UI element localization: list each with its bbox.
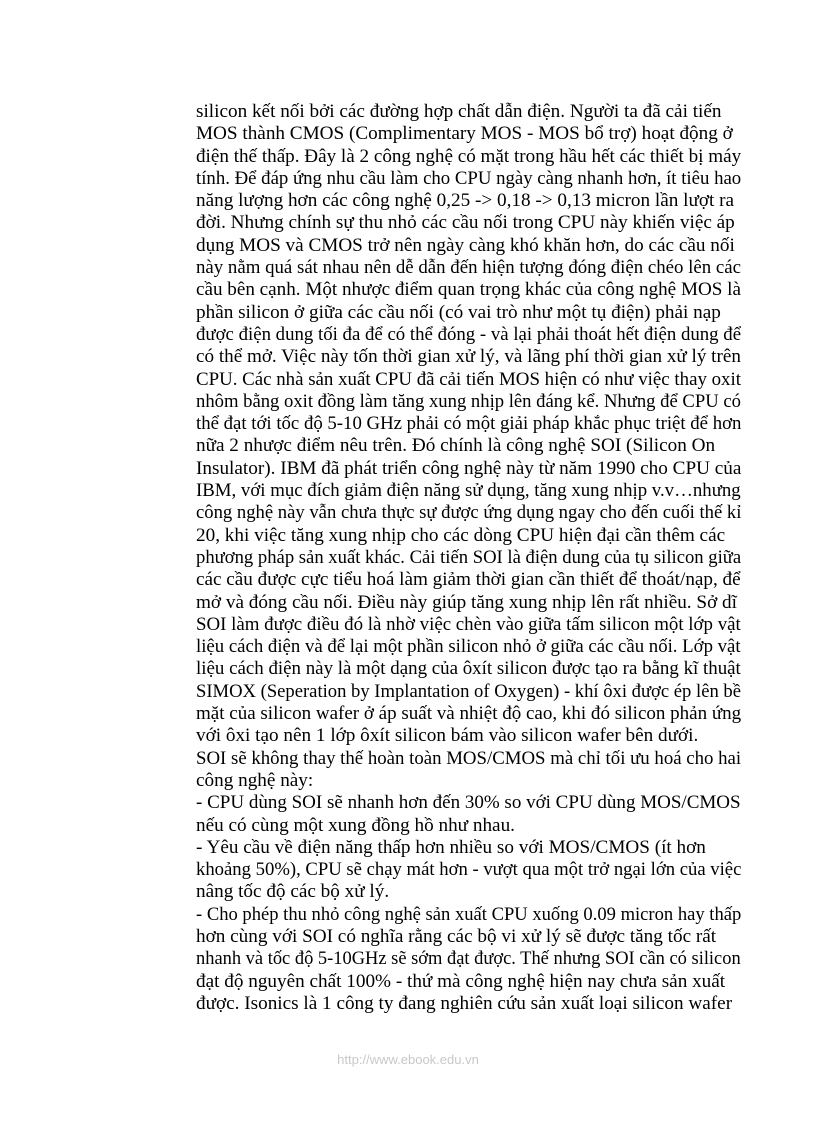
text-line: này nằm quá sát nhau nên dễ dẫn đến hiện tượng đóng điện chéo lên các [196, 257, 741, 279]
text-line: điện thế thấp. Đây là 2 công nghệ có mặt trong hầu hết các thiết bị máy [196, 145, 742, 167]
text-line: nữa 2 nhược điểm nêu trên. Đó chính là công nghệ SOI (Silicon On [196, 435, 716, 457]
text-line: liệu cách điện và để lại một phần silicon nhỏ ở giữa các cầu nối. Lớp vật [196, 636, 741, 658]
text-line: hơn cùng với SOI có nghĩa rằng các bộ vi xử lý sẽ được tăng tốc rất [196, 925, 717, 947]
text-line: 20, khi việc tăng xung nhịp cho các dòng CPU hiện đại cần thêm các [196, 524, 726, 546]
text-line: IBM, với mục đích giảm điện năng sử dụng, tăng xung nhịp v.v…nhưng [196, 480, 741, 502]
text-line: Insulator). IBM đã phát triển công nghệ này từ năm 1990 cho CPU của [196, 457, 742, 479]
text-line: SIMOX (Seperation by Implantation of Oxygen) - khí ôxi được ép lên bề [196, 680, 741, 702]
text-line: với ôxi tạo nên 1 lớp ôxít silicon bám vào silicon wafer bên dưới. [196, 725, 699, 747]
text-line: tính. Để đáp ứng nhu cầu làm cho CPU ngày càng nhanh hơn, ít tiêu hao [196, 167, 742, 189]
text-line: năng lượng hơn các công nghệ 0,25 -> 0,18 -> 0,13 micron lần lượt ra [196, 190, 735, 212]
text-line: nếu có cùng một xung đồng hồ như nhau. [196, 814, 515, 836]
footer-url: http://www.ebook.edu.vn [337, 1052, 479, 1067]
text-line: công nghệ này: [196, 769, 314, 791]
text-line: được. Isonics là 1 công ty đang nghiên cứu sản xuất loại silicon wafer [196, 992, 733, 1014]
text-line: nâng tốc độ các bộ xử lý. [196, 881, 390, 903]
text-line: dụng MOS và CMOS trở nên ngày càng khó khăn hơn, do các cầu nối [196, 234, 735, 256]
text-line: SOI làm được điều đó là nhờ việc chèn vào giữa tấm silicon một lớp vật [196, 613, 741, 635]
text-line: nhanh và tốc độ 5-10GHz sẽ sớm đạt được. Thế nhưng SOI cần có silicon [196, 948, 741, 970]
text-line: đời. Nhưng chính sự thu nhỏ các cầu nối trong CPU này khiến việc áp [196, 212, 735, 234]
text-line: phần silicon ở giữa các cầu nối (có vai trò như một tụ điện) phải nạp [196, 301, 721, 323]
text-line: được điện dung tối đa để có thể đóng - và lại phải thoát hết điện dung để [196, 323, 742, 345]
text-line: MOS thành CMOS (Complimentary MOS - MOS bổ trợ) hoạt động ở [196, 123, 733, 145]
text-line: - CPU dùng SOI sẽ nhanh hơn đến 30% so với CPU dùng MOS/CMOS [196, 792, 741, 814]
text-line: - Cho phép thu nhỏ công nghệ sản xuất CPU xuống 0.09 micron hay thấp [196, 903, 742, 925]
text-line: có thể mở. Việc này tốn thời gian xử lý, và lãng phí thời gian xử lý trên [196, 346, 741, 368]
text-line: nhôm bằng oxit đồng làm tăng xung nhịp lên đáng kể. Nhưng để CPU có [196, 390, 741, 412]
body-text [196, 101, 742, 1015]
text-line: khoảng 50%), CPU sẽ chạy mát hơn - vượt qua một trở ngại lớn của việc [196, 859, 742, 881]
text-line: liệu cách điện này là một dạng của ôxít silicon được tạo ra bằng kĩ thuật [196, 658, 741, 680]
text-line: cầu bên cạnh. Một nhược điểm quan trọng khác của công nghệ MOS là [196, 279, 741, 301]
text-line: đạt độ nguyên chất 100% - thứ mà công nghệ hiện nay chưa sản xuất [196, 970, 726, 992]
text-line: CPU. Các nhà sản xuất CPU đã cải tiến MOS hiện có như việc thay oxit [196, 368, 741, 390]
text-line: - Yêu cầu về điện năng thấp hơn nhiều so với MOS/CMOS (ít hơn [196, 836, 706, 858]
text-line: SOI sẽ không thay thế hoàn toàn MOS/CMOS mà chỉ tối ưu hoá cho hai [196, 747, 742, 769]
text-line: thể đạt tới tốc độ 5-10 GHz phải có một giải pháp khắc phục triệt để hơn [196, 413, 742, 435]
text-line: các cầu được cực tiểu hoá làm giảm thời gian cần thiết để thoát/nạp, để [196, 569, 741, 591]
text-line: phương pháp sản xuất khác. Cải tiến SOI là điện dung của tụ silicon giữa [196, 546, 742, 568]
text-line: mặt của silicon wafer ở áp suất và nhiệt độ cao, khi đó silicon phản ứng [196, 703, 742, 725]
text-line: công nghệ này vẫn chưa thực sự được ứng dụng ngay cho đến cuối thế kỉ [196, 502, 742, 524]
text-line: mở và đóng cầu nối. Điều này giúp tăng xung nhịp lên rất nhiều. Sở dĩ [196, 591, 737, 613]
text-line: silicon kết nối bởi các đường hợp chất dẫn điện. Người ta đã cải tiến [196, 101, 722, 122]
